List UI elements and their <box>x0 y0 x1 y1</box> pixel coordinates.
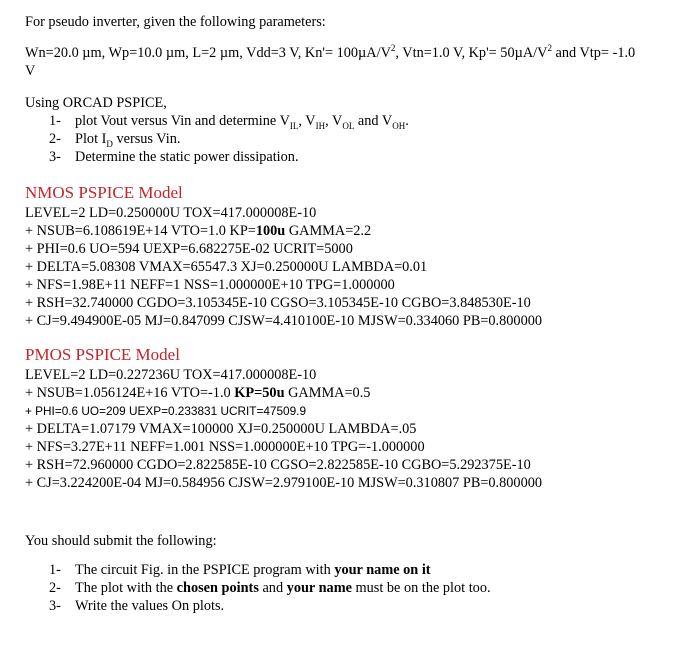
nmos-line-2: + NSUB=6.108619E+14 VTO=1.0 KP=100u GAMMA=2.2 <box>25 223 372 239</box>
nmos-line-1: LEVEL=2 LD=0.250000U TOX=417.000008E-10 <box>25 205 317 221</box>
submit-intro: You should submit the following: <box>25 533 217 549</box>
intro-text: For pseudo inverter, given the following parameters: <box>25 14 326 30</box>
task-item-2: 2- Plot $I_D$ versus Vin. <box>49 131 181 149</box>
nmos-line-7: + CJ=9.494900E-05 MJ=0.847099 CJSW=4.410100E-10 MJSW=0.334060 PB=0.800000 <box>25 313 543 329</box>
submit-item-2: 2- The plot with the chosen points and your name must be on the plot too. <box>49 580 491 596</box>
submit-item-1: 1- The circuit Fig. in the PSPICE program with your name on it <box>49 562 431 578</box>
pmos-line-7: + CJ=3.224200E-04 MJ=0.584956 CJSW=2.979100E-10 MJSW=0.310807 PB=0.800000 <box>25 475 543 491</box>
task-item-3: 3- Determine the static power dissipation. <box>49 149 299 165</box>
nmos-line-6: + RSH=32.740000 CGDO=3.105345E-10 CGSO=3.105345E-10 CGBO=3.848530E-10 <box>25 295 531 311</box>
pmos-title: PMOS PSPICE Model <box>25 345 180 364</box>
pmos-line-3: + PHI=0.6 UO=209 UEXP=0.233831 UCRIT=47509.9 <box>25 404 307 418</box>
pmos-line-2: + NSUB=1.056124E+16 VTO=-1.0 KP=50u GAMMA=0.5 <box>25 385 371 401</box>
params-line: Wn=20.0 µm, Wp=10.0 µm, L=2 µm, Vdd=3 V, $Kn'= 100\mu A/V^2$, Vtn=1.0 V, $Kp'= 50\mu A/V^2$ and Vtp= -1.0 <box>25 43 636 61</box>
nmos-line-4: + DELTA=5.08308 VMAX=65547.3 XJ=0.250000U LAMBDA=0.01 <box>25 259 428 275</box>
pmos-line-4: + DELTA=1.07179 VMAX=100000 XJ=0.250000U LAMBDA=.05 <box>25 421 417 437</box>
task-item-1: 1- plot Vout versus Vin and determine $V_{IL}$, $V_{IH}$, $V_{OL}$ and $V_{OH}$. <box>49 113 409 131</box>
nmos-title: NMOS PSPICE Model <box>25 183 183 202</box>
pmos-line-6: + RSH=72.960000 CGDO=2.822585E-10 CGSO=2.822585E-10 CGBO=5.292375E-10 <box>25 457 531 473</box>
pmos-line-1: LEVEL=2 LD=0.227236U TOX=417.000008E-10 <box>25 367 317 383</box>
nmos-line-5: + NFS=1.98E+11 NEFF=1 NSS=1.000000E+10 TPG=1.000000 <box>25 277 395 293</box>
nmos-line-3: + PHI=0.6 UO=594 UEXP=6.682275E-02 UCRIT=5000 <box>25 241 353 257</box>
params-line-2: V <box>25 63 36 79</box>
pmos-line-5: + NFS=3.27E+11 NEFF=1.001 NSS=1.000000E+10 TPG=-1.000000 <box>25 439 425 455</box>
using-text: Using ORCAD PSPICE, <box>25 95 167 111</box>
submit-item-3: 3- Write the values On plots. <box>49 598 225 614</box>
